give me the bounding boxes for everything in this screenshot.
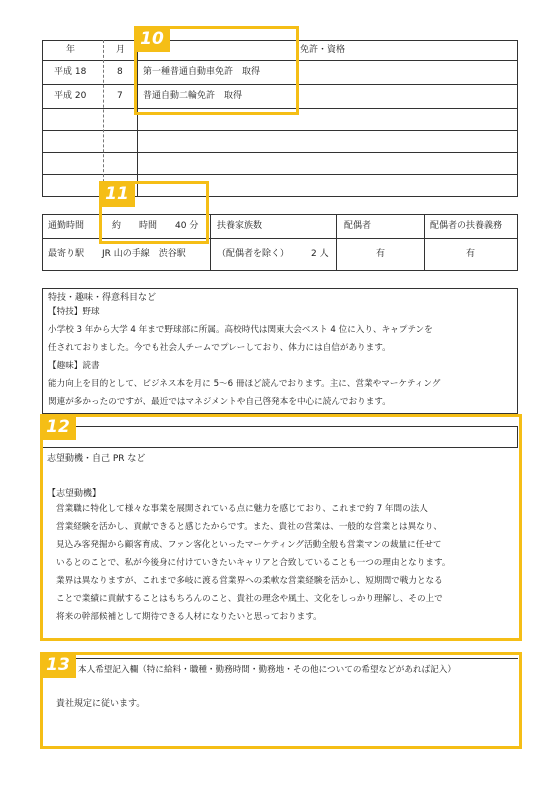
- license-row-month: 8: [117, 67, 123, 77]
- skills-line: 小学校 3 年から大学 4 年まで野球部に所属。高校時代は関東大会ベスト 4 位に入り、キャプテンを: [48, 325, 433, 335]
- nearest-station-value: JR 山の手線 渋谷駅: [102, 249, 186, 259]
- motivation-line: いるとのことで、私が今後身に付けていきたいキャリアと合致していることも一つの理由となります。: [56, 558, 451, 568]
- dependents-value: 2 人: [311, 249, 329, 259]
- motivation-subheading: 【志望動機】: [47, 489, 102, 499]
- skills-line: 【趣味】読書: [48, 361, 100, 371]
- wishes-text: 貴社規定に従います。: [56, 699, 146, 709]
- spouse-value: 有: [376, 249, 386, 259]
- motivation-line: ことで業績に貢献することはもちろんのこと、貴社の理念や風土、文化をしっかり理解し、その上で: [56, 594, 443, 604]
- col-year-header: 年: [66, 45, 76, 55]
- nearest-station-label: 最寄り駅: [48, 249, 85, 259]
- license-row-item: 第一種普通自動車免許 取得: [143, 67, 261, 77]
- motivation-line: 営業経験を活かし、貢献できると感じたからです。また、貴社の営業は、一般的な営業とは異なり、: [56, 522, 442, 532]
- skills-line: 任されておりました。今でも社会人チームでプレーしており、体力には自信があります。: [48, 343, 391, 353]
- wishes-heading: 本人希望記入欄（特に給料・職種・勤務時間・勤務地・その他についての希望などがあれば記入）: [78, 665, 456, 675]
- motivation-line: 将来の幹部候補として期待できる人材になりたいと思っております。: [56, 612, 322, 622]
- spouse-support-value: 有: [466, 249, 476, 259]
- skills-line: 能力向上を目的として、ビジネス本を月に 5〜6 冊ほど読んでおります。主に、営業やマーケティング: [48, 379, 441, 389]
- spouse-label: 配偶者: [344, 221, 372, 231]
- commute-time-label: 通勤時間: [48, 221, 85, 231]
- spouse-support-label: 配偶者の扶養義務: [430, 221, 503, 231]
- license-row-year: 平成 20: [54, 91, 87, 101]
- badge-11: 11: [99, 181, 135, 207]
- col-item-header: 免許・資格: [300, 45, 346, 55]
- badge-13: 13: [40, 652, 76, 678]
- motivation-line: 業界は異なりますが、これまで多岐に渡る営業界への柔軟な営業経験を活かし、短期間で戦力となる: [56, 576, 443, 586]
- dependents-label: 扶養家族数: [217, 221, 263, 231]
- skills-line: 関連が多かったのですが、最近ではマネジメントや自己啓発本を中心に読んでおります。: [48, 397, 391, 407]
- license-row-year: 平成 18: [54, 67, 87, 77]
- highlight-frame-13: [40, 652, 522, 749]
- commute-time-value: 約 時間 40 分: [112, 221, 199, 231]
- motivation-heading: 志望動機・自己 PR など: [47, 454, 146, 464]
- dependents-note: （配偶者を除く）: [217, 249, 290, 259]
- license-row-month: 7: [117, 91, 123, 101]
- motivation-line: 見込み客発掘から顧客育成、ファン客化といったマーケティング活動全般も営業マンの裁量に任せて: [56, 540, 442, 550]
- skills-section: [42, 288, 518, 414]
- license-row-item: 普通自動二輪免許 取得: [143, 91, 243, 101]
- badge-12: 12: [40, 414, 76, 440]
- skills-line: 【特技】野球: [48, 307, 100, 317]
- badge-10: 10: [134, 26, 170, 52]
- motivation-line: 営業職に特化して様々な事業を展開されている点に魅力を感じており、これまで約 7 年間の法人: [56, 504, 428, 514]
- highlight-frame-12: [40, 414, 522, 641]
- commute-table: [0, 200, 560, 280]
- col-month-header: 月: [116, 45, 126, 55]
- skills-heading: 特技・趣味・得意科目など: [48, 293, 157, 303]
